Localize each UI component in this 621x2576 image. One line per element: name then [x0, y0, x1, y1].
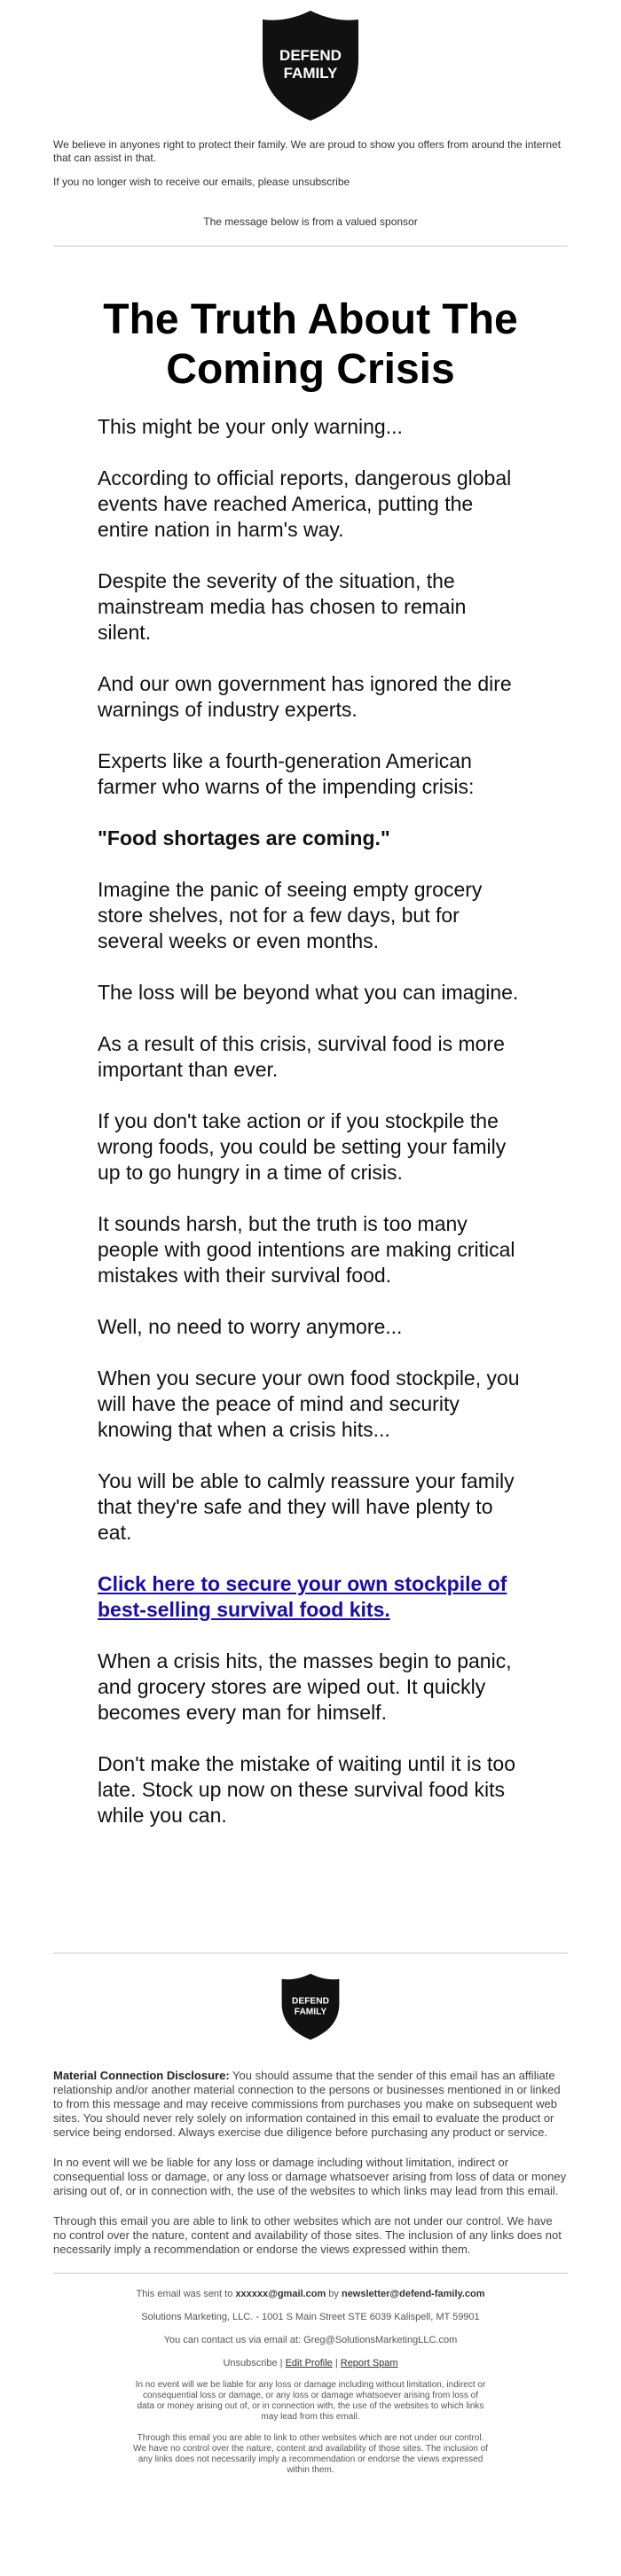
disclosure-paragraph	[53, 2069, 568, 2140]
footer-logo	[0, 1971, 621, 2042]
report-spam-link[interactable]: Report Spam	[340, 2358, 398, 2369]
disclosure-title: Material Connection Disclosure:	[53, 2069, 230, 2082]
paragraph: The loss will be beyond what you can imagine.	[98, 981, 519, 1004]
contact-line: You can contact us via email at: Greg@SolutionsMarketingLLC.com	[163, 2335, 458, 2345]
footer-unsubscribe[interactable]: Unsubscribe	[223, 2358, 278, 2369]
unsubscribe-line	[53, 176, 568, 189]
separator: |	[332, 2358, 341, 2369]
paragraph: Experts like a fourth-generation American farmer who warns of the impending crisis:	[98, 749, 475, 798]
header-logo	[0, 0, 621, 124]
paragraph: Despite the severity of the situation, the mainstream media has chosen to remain silent.	[98, 569, 467, 644]
paragraph: This might be your only warning...	[98, 415, 403, 438]
paragraph: You will be able to calmly reassure your family that they're safe and they will have plenty to eat.	[98, 1469, 515, 1544]
paragraph: Well, no need to worry anymore...	[98, 1315, 403, 1338]
paragraph: It sounds harsh, but the truth is too many people with good intentions are making critical mistakes with their survival food.	[98, 1212, 515, 1287]
shield-logo-icon	[257, 7, 364, 124]
footer-logo-line1: DEFEND	[292, 1996, 329, 2007]
paragraph: Imagine the panic of seeing empty grocery store shelves, not for a few days, but for several weeks or even months.	[98, 878, 483, 952]
shield-logo-small-icon	[279, 1971, 342, 2042]
paragraph: According to official reports, dangerous global events have reached America, putting the entire nation in harm's way.	[98, 466, 512, 541]
footer-liability: In no event will we be liable for any loss or damage including without limitation, indirect or consequential loss or damage, or any loss or damage whatsoever arising from loss of data or money arising out of, or in connection with, the use of the websites to which links may lead from this email.	[135, 2380, 486, 2422]
postal-address: Solutions Marketing, LLC. - 1001 S Main Street STE 6039 Kalispell, MT 59901	[141, 2312, 480, 2322]
footer-links	[0, 2357, 621, 2369]
paragraph: As a result of this crisis, survival food is more important than ever.	[98, 1032, 505, 1081]
intro-text: We believe in anyones right to protect their family. We are proud to show you offers from around the internet that can assist in that.	[53, 138, 562, 164]
disclosure-text: You should assume that the sender of this email has an affiliate relationship and/or another material connection to the persons or businesses mentioned in or linked to from this message and may receive commissions from purchases you make on subsequent web sites. You should never rely solely on information contained in this email to evaluate the product or service being endorsed. Always exercise due diligence before purchasing any product or service.	[53, 2069, 561, 2139]
logo-line1: DEFEND	[279, 47, 342, 64]
divider-bottom	[53, 1953, 568, 1954]
separator: |	[277, 2358, 286, 2369]
cta-link[interactable]: Click here to secure your own stockpile of best-selling survival food kits.	[98, 1572, 507, 1621]
intro-block	[0, 138, 621, 189]
paragraph: Don't make the mistake of waiting until it is too late. Stock up now on these survival food kits while you can.	[98, 1752, 515, 1827]
headline: The Truth About The Coming Crisis	[103, 296, 518, 393]
footer-links-note: Through this email you are able to link to other websites which are not under our control. We have no control over the nature, content and availability of those sites. The inclusion of any links does not necessarily imply a recommendation or endorse the views expressed within them.	[133, 2433, 488, 2475]
paragraph: When a crisis hits, the masses begin to panic, and grocery stores are wiped out. It quickly becomes every man for himself.	[98, 1649, 512, 1724]
unsubscribe-link[interactable]: unsubscribe	[292, 176, 350, 188]
edit-profile-link[interactable]: Edit Profile	[285, 2358, 333, 2369]
quote-paragraph: "Food shortages are coming."	[98, 826, 390, 850]
footer	[0, 2288, 621, 2476]
paragraph: If you don't take action or if you stockpile the wrong foods, you could be setting your family up to go hungry in a time of crisis.	[98, 1109, 507, 1184]
article-body	[0, 414, 621, 1828]
sent-prefix: This email was sent to	[136, 2289, 236, 2299]
paragraph: And our own government has ignored the dire warnings of industry experts.	[98, 672, 512, 721]
links-paragraph: Through this email you are able to link to other websites which are not under our control. We have no control over the nature, content and availability of those sites. The inclusion of any links does not necessarily imply a recommendation or endorse the views expressed within them.	[53, 2214, 562, 2256]
liability-paragraph: In no event will we be liable for any loss or damage including without limitation, indirect or consequential loss or damage, or any loss or damage whatsoever arising from loss of data or money arising out of, or in connection with, the use of the websites to which links may lead from this email.	[53, 2156, 567, 2197]
sent-by: by	[326, 2289, 342, 2299]
footer-logo-line2: FAMILY	[294, 2007, 327, 2017]
logo-line2: FAMILY	[283, 65, 338, 82]
unsubscribe-prefix: If you no longer wish to receive our emails, please	[53, 176, 290, 188]
recipient-email: xxxxxx@gmail.com	[235, 2289, 326, 2299]
sponsor-note: The message below is from a valued sponsor	[203, 215, 418, 228]
divider-footer	[53, 2273, 568, 2274]
divider-top	[53, 246, 568, 247]
disclosure-block	[0, 2069, 621, 2257]
sender-email: newsletter@defend-family.com	[341, 2289, 485, 2299]
sent-line	[0, 2288, 621, 2300]
paragraph: When you secure your own food stockpile, you will have the peace of mind and security knowing that when a crisis hits...	[98, 1366, 520, 1441]
